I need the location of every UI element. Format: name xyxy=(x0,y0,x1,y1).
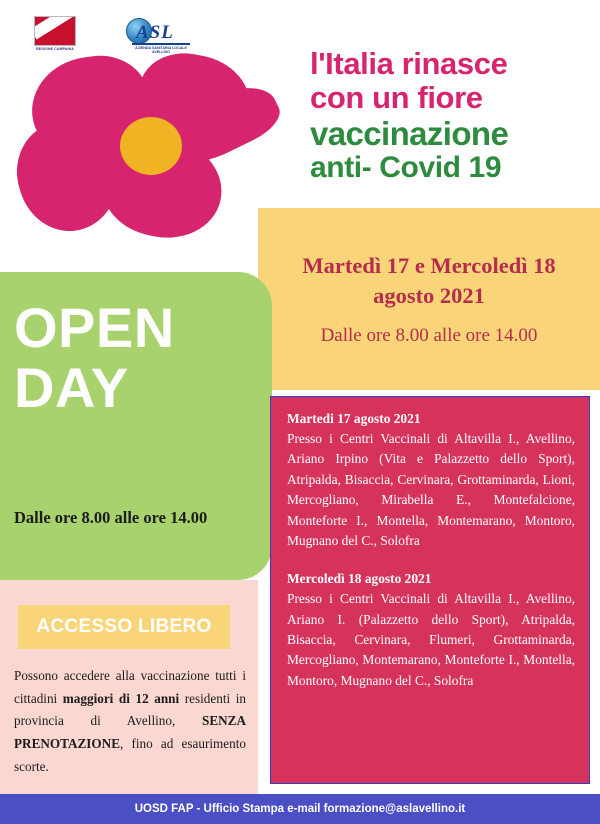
flower-center-icon xyxy=(120,117,182,175)
center-day-title: Mercoledì 18 agosto 2021 xyxy=(287,571,432,587)
access-text-part-2: residenti in provincia di Avellino, xyxy=(14,690,247,729)
access-conditions-text xyxy=(14,665,246,779)
access-text-part-3: , fino ad esaurimento scorte. xyxy=(14,736,246,774)
regione-campania-caption: REGIONE CAMPANIA xyxy=(36,46,74,51)
access-text-bold-2: SENZA PRENOTAZIONE xyxy=(14,713,246,752)
flower-illustration xyxy=(10,55,275,275)
regione-campania-logo xyxy=(34,16,76,58)
open-day-hours: Dalle ore 8.00 alle ore 14.00 xyxy=(14,508,208,527)
headline-line-2: con un fiore xyxy=(310,80,483,115)
event-hours: Dalle ore 8.00 alle ore 14.00 xyxy=(320,325,538,347)
footer-text: UOSD FAP - Ufficio Stampa e-mail formazione@aslavellino.it xyxy=(134,803,466,815)
campaign-headline xyxy=(310,48,590,183)
vaccination-centers-panel xyxy=(270,396,590,784)
free-access-badge xyxy=(18,605,230,649)
access-text-bold-1: maggiori di 12 anni xyxy=(62,690,180,706)
footer-bar xyxy=(0,794,600,824)
center-day-body: Presso i Centri Vaccinali di Altavilla I., Avellino, Ariano I. (Palazzetto dello Sport), Atripalda, Bisaccia, Cervinara, Flumeri, Grottaminarda, Mercogliano, Montemarano, Monteforte I., Montella, Montoro, Mugnano del C., Solofra xyxy=(287,591,575,688)
access-text-part-1: Possono accedere alla vaccinazione tutti i cittadini xyxy=(14,668,246,706)
event-dates: Martedì 17 e Mercoledì 18 agosto 2021 xyxy=(302,252,556,308)
open-day-block xyxy=(0,272,272,580)
center-day-title: Martedi 17 agosto 2021 xyxy=(287,411,421,426)
asl-wordmark: ASL xyxy=(136,22,174,43)
date-band xyxy=(258,208,600,390)
panel-spacer xyxy=(287,551,575,571)
regione-campania-flag-icon xyxy=(34,16,76,46)
headline-line-1: l'Italia rinasce xyxy=(310,46,508,81)
asl-logo-divider xyxy=(132,43,190,45)
access-info-panel xyxy=(0,580,258,798)
center-day-body: Presso i Centri Vaccinali di Altavilla I., Avellino, Ariano Irpino (Vita e Palazzetto dello Sport), Atripalda, Bisaccia, Cervinara, Grottaminarda, Lioni, Mercogliano, Mirabella E., Montefalcione, Monteforte I., Montella, Montemarano, Montoro, Mugnano del C., Solofra xyxy=(287,431,575,548)
headline-line-3: vaccinazione xyxy=(310,115,509,152)
open-day-line-1: OPEN xyxy=(14,296,175,359)
open-day-line-2: DAY xyxy=(14,356,129,420)
asl-logo-caption: AZIENDA SANITARIA LOCALE AVELLINO xyxy=(135,46,187,55)
free-access-label: ACCESSO LIBERO xyxy=(36,616,212,637)
headline-line-4: anti- Covid 19 xyxy=(310,151,502,184)
